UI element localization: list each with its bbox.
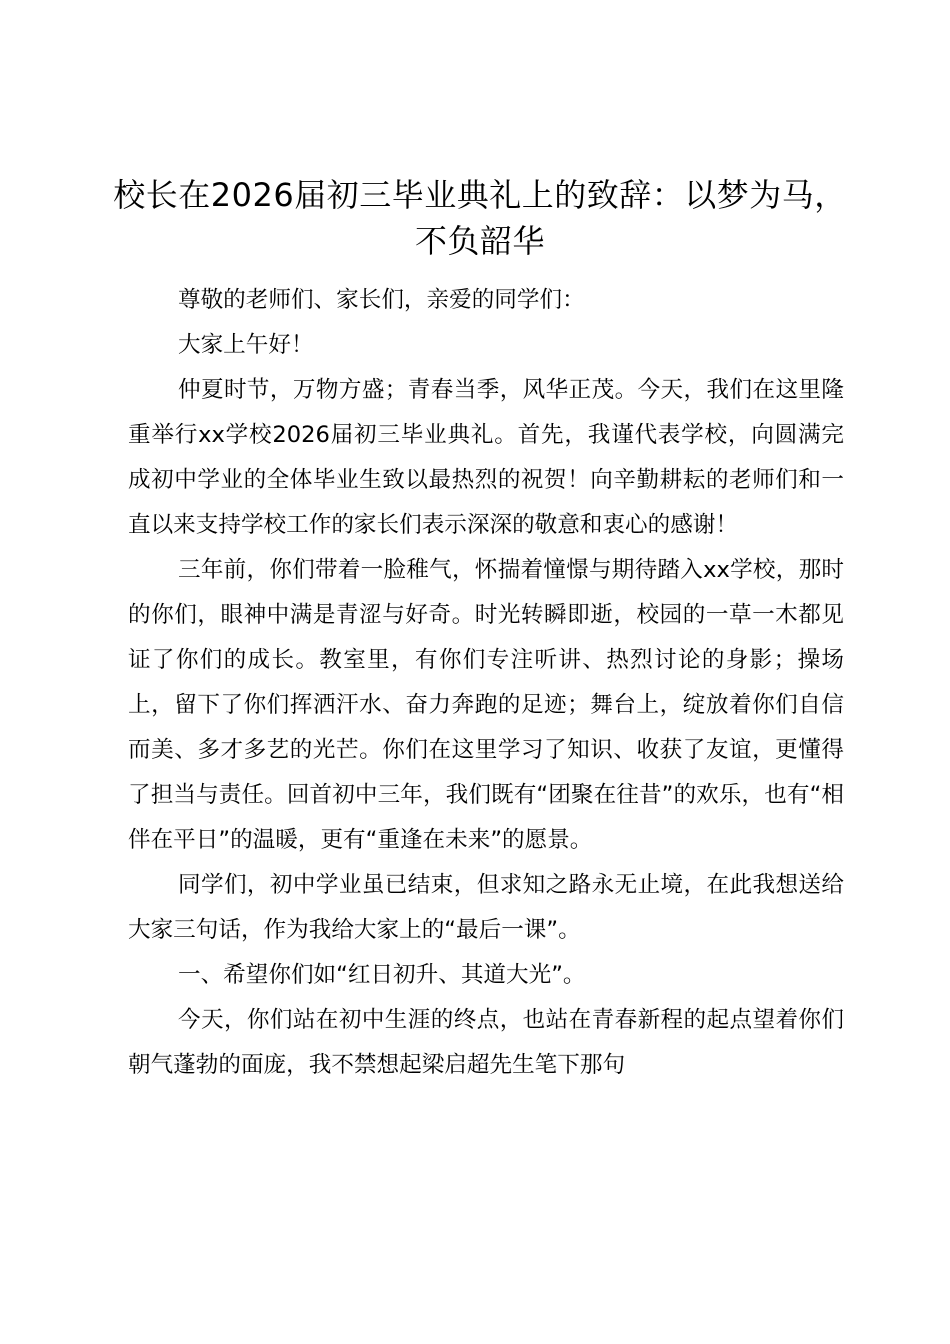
document-body	[128, 278, 844, 1088]
salutation-paragraph: 尊敬的老师们、家长们，亲爱的同学们：	[178, 287, 585, 313]
section-one-paragraph: 今天，你们站在初中生涯的终点，也站在青春新程的起点望着你们朝气蓬勃的面庞，我不禁想起梁启超先生笔下那句	[128, 1007, 844, 1078]
transition-paragraph: 同学们，初中学业虽已结束，但求知之路永无止境，在此我想送给大家三句话，作为我给大家上的“最后一课”。	[128, 872, 844, 943]
memories-paragraph: 三年前，你们带着一脸稚气，怀揣着憧憬与期待踏入xx学校，那时的你们，眼神中满是青涩与好奇。时光转瞬即逝，校园的一草一木都见证了你们的成长。教室里，有你们专注听讲、热烈讨论的身影；操场上，留下了你们挥洒汗水、奋力奔跑的足迹；舞台上，绽放着你们自信而美、多才多艺的光芒。你们在这里学习了知识、收获了友谊，更懂得了担当与责任。回首初中三年，我们既有“团聚在往昔”的欢乐，也有“相伴在平日”的温暖，更有“重逢在未来”的愿景。	[128, 557, 844, 853]
section-heading-one: 一、希望你们如“红日初升、其道大光”。	[178, 962, 586, 988]
document-title: 校长在2026届初三毕业典礼上的致辞：以梦为马，不负韶华	[113, 176, 847, 260]
opening-paragraph: 仲夏时节，万物方盛；青春当季，风华正茂。今天，我们在这里隆重举行xx学校2026届初三毕业典礼。首先，我谨代表学校，向圆满完成初中学业的全体毕业生致以最热烈的祝贺！向辛勤耕耘的老师们和一直以来支持学校工作的家长们表示深深的敬意和衷心的感谢！	[128, 377, 844, 538]
greeting-paragraph: 大家上午好！	[178, 332, 314, 358]
